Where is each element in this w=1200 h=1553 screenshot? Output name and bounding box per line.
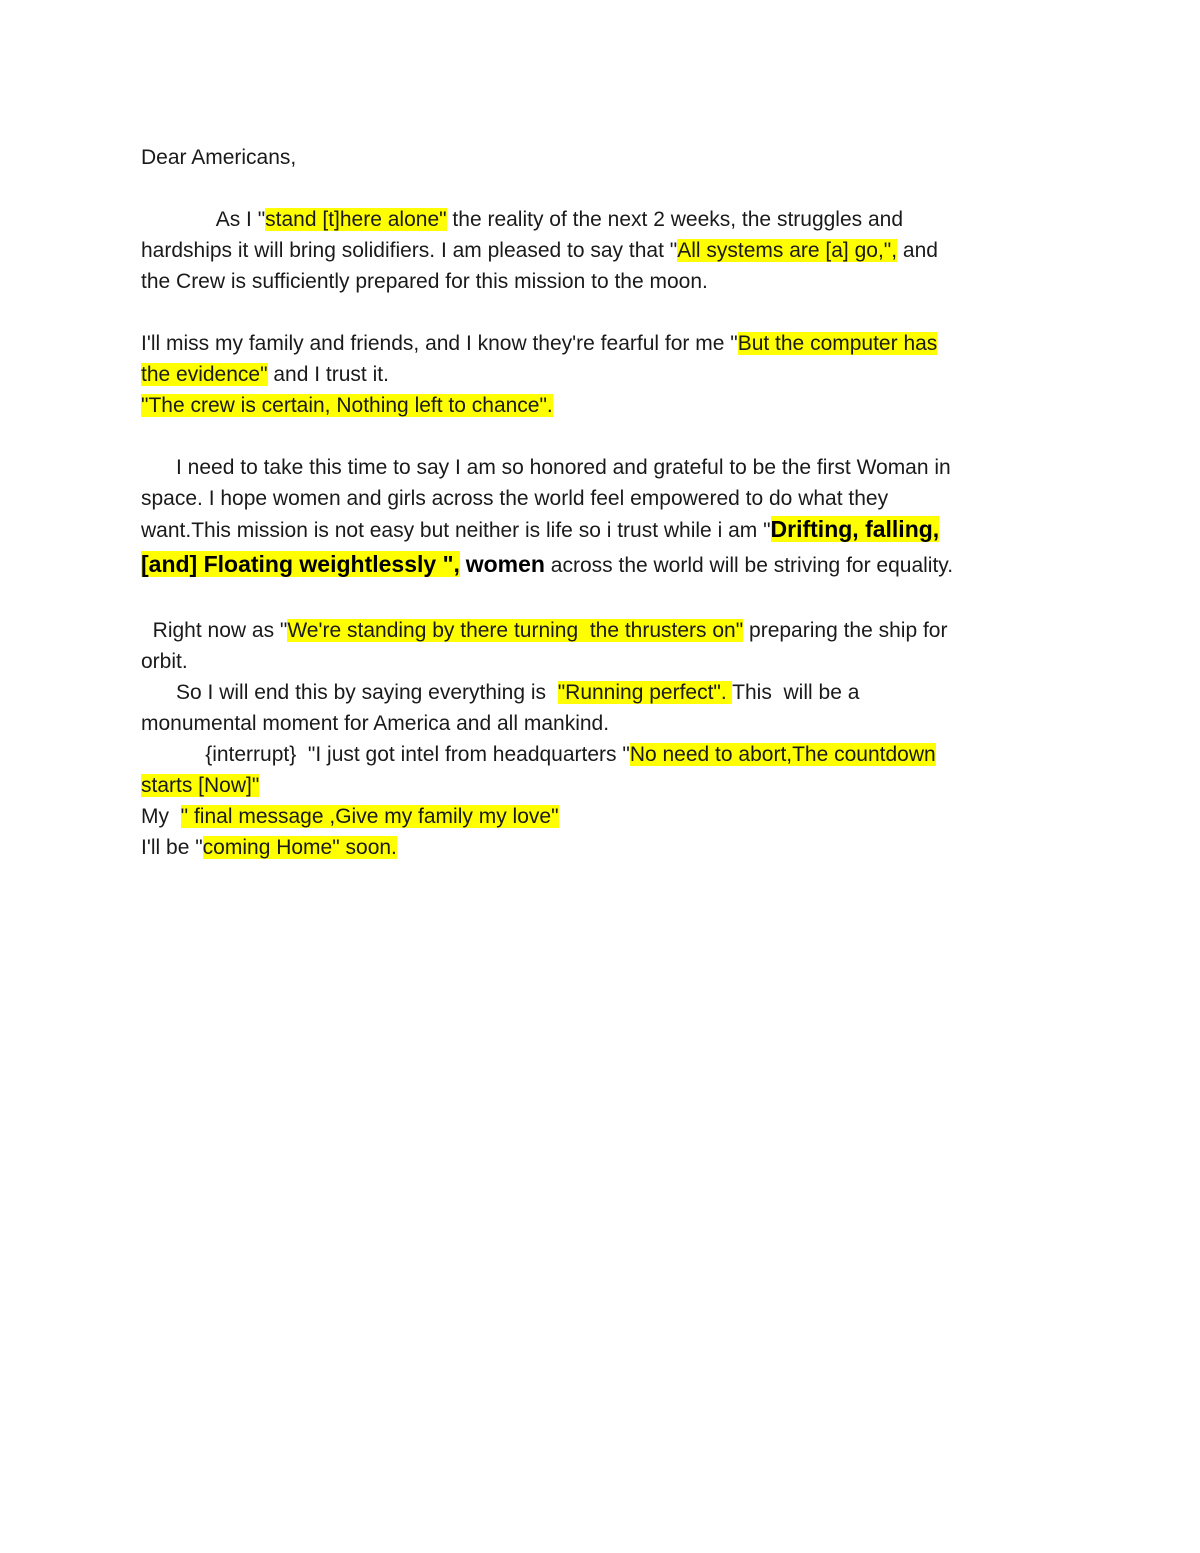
text-segment: women	[465, 551, 545, 577]
text-segment: {interrupt} "I just got intel from headquarters "	[205, 743, 630, 766]
text-line	[141, 770, 1071, 801]
letter-body	[141, 142, 1071, 863]
text-line	[141, 549, 1071, 584]
text-line	[141, 359, 1071, 390]
text-segment: orbit.	[141, 650, 188, 673]
text-line	[141, 452, 1071, 483]
highlighted-quote: the evidence"	[141, 363, 268, 386]
text-line	[141, 483, 1071, 514]
blank-line	[141, 173, 1071, 204]
text-segment: This will be a	[732, 681, 860, 704]
text-line	[141, 142, 1071, 173]
highlighted-quote: "The crew is certain, Nothing left to chance".	[141, 394, 553, 417]
text-line	[141, 646, 1071, 677]
text-segment: I'll miss my family and friends, and I know they're fearful for me "	[141, 332, 738, 355]
highlighted-quote: "Running perfect".	[557, 681, 733, 704]
text-segment: I need to take this time to say I am so honored and grateful to be the first Woman in	[176, 456, 951, 479]
blank-line	[141, 421, 1071, 452]
text-segment: the reality of the next 2 weeks, the struggles and	[446, 208, 904, 231]
indent-space	[141, 456, 176, 479]
highlighted-quote: coming Home" soon.	[202, 836, 397, 859]
text-line	[141, 235, 1071, 266]
highlighted-quote: " final message ,Give my family my love"	[180, 805, 559, 828]
text-segment: preparing the ship for	[743, 619, 948, 642]
text-segment: I'll be "	[141, 836, 203, 859]
text-segment: My	[141, 805, 181, 828]
text-segment: Right now as "	[152, 619, 288, 642]
text-line	[141, 739, 1071, 770]
text-line	[141, 832, 1071, 863]
blank-line	[141, 584, 1071, 615]
indent-space	[141, 743, 205, 766]
highlighted-quote: starts [Now]"	[141, 774, 260, 797]
text-line	[141, 328, 1071, 359]
text-line	[141, 204, 1071, 235]
highlighted-quote: [and] Floating weightlessly ",	[141, 551, 460, 577]
text-segment: hardships it will bring solidifiers. I am pleased to say that "	[141, 239, 678, 262]
indent-space	[141, 208, 216, 231]
highlighted-quote: We're standing by there turning the thrusters on"	[287, 619, 744, 642]
text-segment: space. I hope women and girls across the world feel empowered to do what they	[141, 487, 889, 510]
text-segment: As I "	[215, 208, 266, 231]
text-line	[141, 708, 1071, 739]
text-segment: Dear Americans,	[141, 146, 297, 169]
text-line	[141, 266, 1071, 297]
text-line	[141, 390, 1071, 421]
text-segment: and	[897, 239, 938, 262]
highlighted-quote: But the computer has	[737, 332, 938, 355]
highlighted-quote: Drifting, falling,	[770, 516, 940, 542]
text-line	[141, 514, 1071, 549]
highlighted-quote: All systems are [a] go,",	[677, 239, 898, 262]
highlighted-quote: No need to abort,The countdown	[629, 743, 936, 766]
text-segment: and I trust it.	[267, 363, 389, 386]
text-segment: monumental moment for America and all mankind.	[141, 712, 610, 735]
text-segment: So I will end this by saying everything is	[176, 681, 558, 704]
indent-space	[141, 619, 153, 642]
text-line	[141, 615, 1071, 646]
highlighted-quote: stand [t]here alone"	[265, 208, 447, 231]
indent-space	[141, 681, 176, 704]
text-segment: the Crew is sufficiently prepared for this mission to the moon.	[141, 270, 708, 293]
text-line	[141, 801, 1071, 832]
blank-line	[141, 297, 1071, 328]
text-line	[141, 677, 1071, 708]
text-segment: across the world will be striving for equality.	[544, 554, 954, 577]
text-segment: want.This mission is not easy but neither is life so i trust while i am "	[141, 519, 771, 542]
